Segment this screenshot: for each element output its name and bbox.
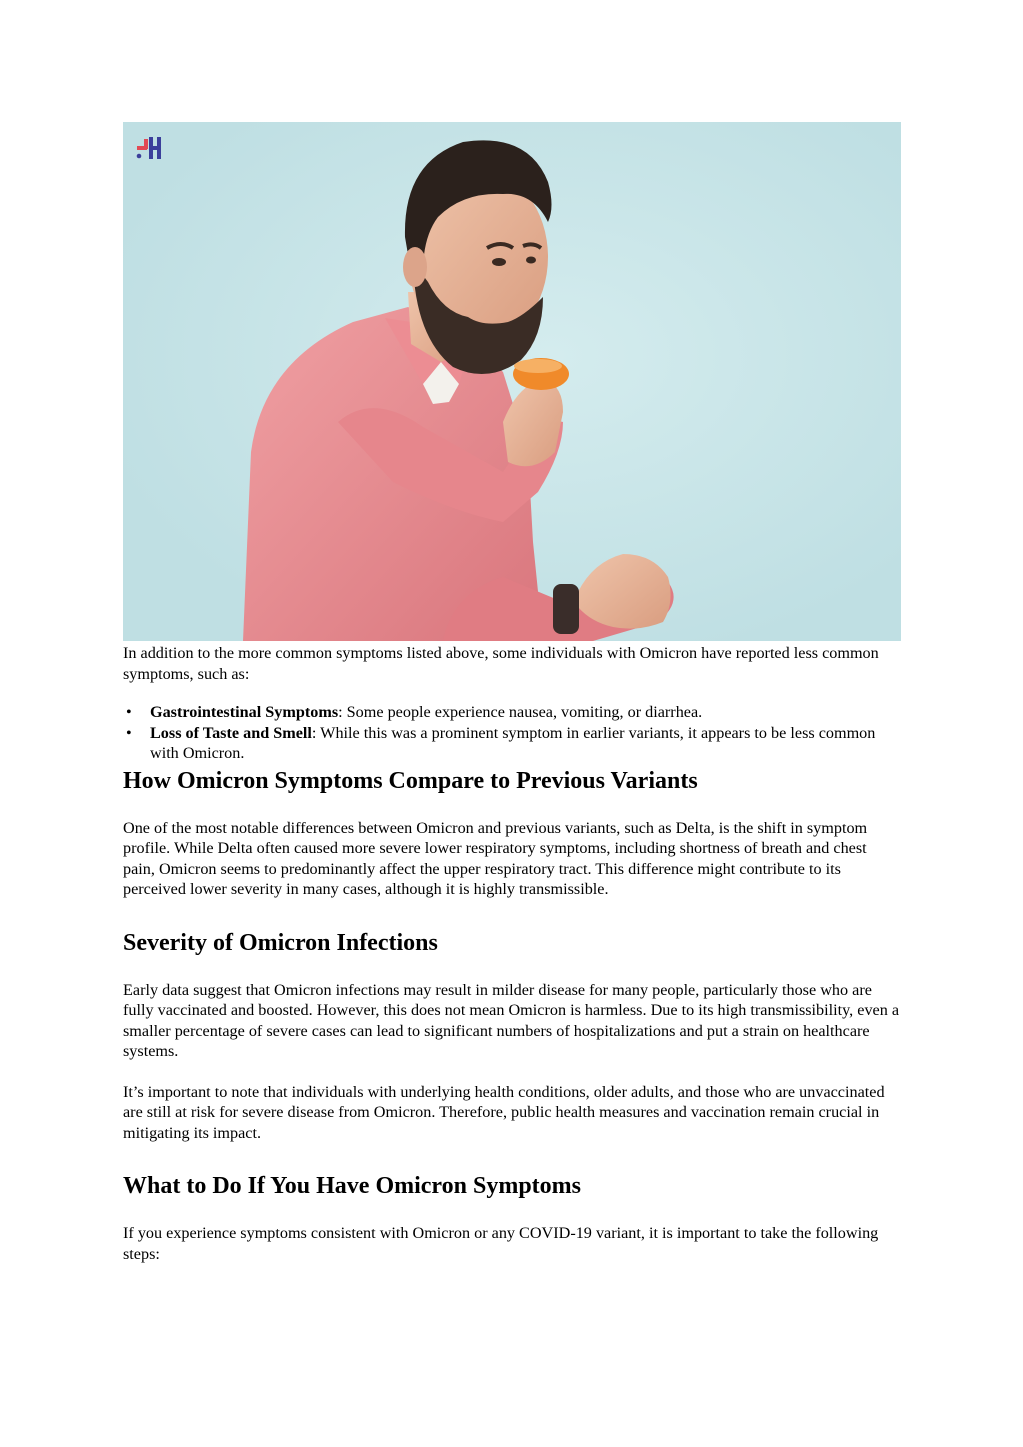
man-smelling-orange-photo	[123, 122, 901, 641]
list-item	[126, 702, 901, 723]
severity-paragraph-1: Early data suggest that Omicron infections may result in milder disease for many people, particularly those who are fully vaccinated and boosted. However, this does not mean Omicron is harmless. Due to its high transmissibility, even a smaller percentage of severe cases can lead to significant numbers of hospitalizations and put a strain on healthcare systems.	[123, 980, 900, 1060]
heading-compare-variants: How Omicron Symptoms Compare to Previous Variants	[123, 767, 698, 794]
bullet: •	[126, 703, 132, 721]
bullet: •	[126, 723, 132, 742]
list-item	[126, 723, 901, 764]
symptom-title: Gastrointestinal Symptoms	[150, 703, 339, 721]
severity-paragraph-2: It’s important to note that individuals with underlying health conditions, older adults, and those who are unvaccinated are still at risk for severe disease from Omicron. Therefore, public health measures and vaccination remain crucial in mitigating its impact.	[123, 1082, 885, 1142]
what-to-do-paragraph: If you experience symptoms consistent with Omicron or any COVID-19 variant, it is important to take the following steps:	[123, 1224, 879, 1263]
symptom-text: : Some people experience nausea, vomiting, or diarrhea.	[338, 703, 703, 721]
symptom-list	[123, 702, 901, 764]
article	[123, 122, 901, 1264]
compare-paragraph: One of the most notable differences between Omicron and previous variants, such as Delta, is the shift in symptom profile. While Delta often caused more severe lower respiratory symptoms, including shortness of breath and chest pain, Omicron seems to predominantly affect the upper respiratory tract. This difference might contribute to its perceived lower severity in many cases, although it is highly transmissible.	[123, 818, 868, 898]
brand-h-logo-icon	[135, 135, 163, 161]
heading-severity: Severity of Omicron Infections	[123, 929, 438, 956]
photo-illustration	[123, 122, 901, 641]
intro-paragraph: In addition to the more common symptoms listed above, some individuals with Omicron have reported less common symptoms, such as:	[123, 644, 879, 683]
symptom-title: Loss of Taste and Smell	[150, 723, 312, 742]
heading-what-to-do: What to Do If You Have Omicron Symptoms	[123, 1173, 582, 1199]
symptom-text: : While this was a prominent symptom in earlier variants, it appears to be less common with Omicron.	[150, 723, 876, 762]
